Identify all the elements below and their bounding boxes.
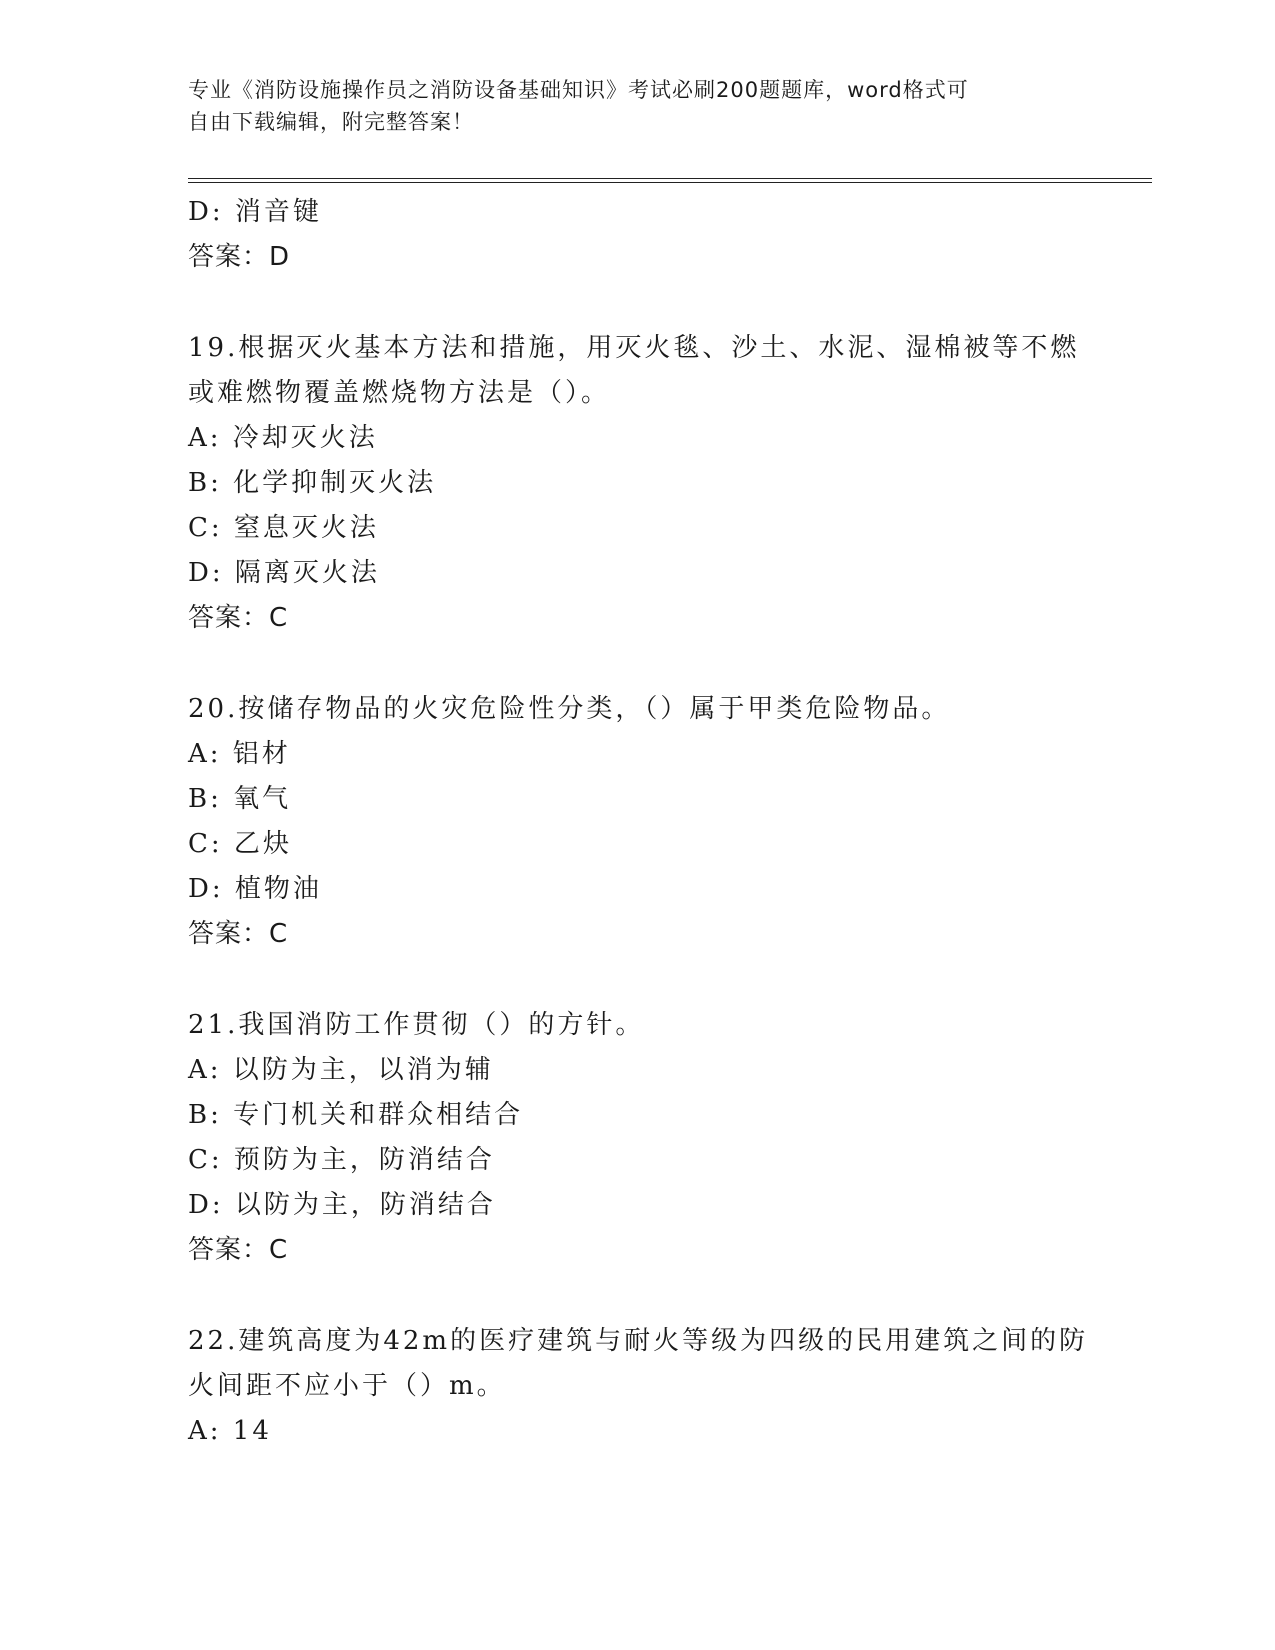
option-line: C: 预防为主，防消结合 [188,1145,495,1175]
answer-line: 答案：D [188,242,291,272]
header-divider-top [188,178,1152,179]
option-line: A: 铝材 [188,739,291,769]
question-block [188,326,1088,641]
answer-line: 答案：C [188,919,289,949]
answer-line: 答案：C [188,603,289,633]
option-line: C: 乙炔 [188,829,292,859]
question-text: 19.根据灭火基本方法和措施，用灭火毯、沙土、水泥、湿棉被等不燃 [188,333,1080,363]
option-line: D: 隔离灭火法 [188,558,380,588]
question-block [188,1319,1088,1454]
question-block [188,687,1088,957]
option-line: D: 以防为主，防消结合 [188,1190,496,1220]
option-line: C: 窒息灭火法 [188,513,379,543]
option-line: A: 14 [188,1416,272,1446]
question-text: 20.按储存物品的火灾危险性分类，（）属于甲类危险物品。 [188,694,951,724]
option-line: B: 氧气 [188,784,292,814]
question-text: 火间距不应小于（）m。 [188,1371,506,1401]
question-list [188,190,1088,1454]
question-text: 22.建筑高度为42m的医疗建筑与耐火等级为四级的民用建筑之间的防 [188,1326,1089,1356]
question-block [188,190,1088,280]
header-line-1: 专业《消防设施操作员之消防设备基础知识》考试必刷200题题库，word格式可 [188,78,969,102]
answer-line: 答案：C [188,1235,289,1265]
document-header [188,74,1088,138]
header-line-2: 自由下载编辑，附完整答案！ [188,110,474,134]
option-line: D: 消音键 [188,197,322,227]
option-line: A: 冷却灭火法 [188,423,378,453]
question-text: 21.我国消防工作贯彻（）的方针。 [188,1010,645,1040]
option-line: B: 化学抑制灭火法 [188,468,437,498]
option-line: A: 以防为主，以消为辅 [188,1055,494,1085]
question-block [188,1003,1088,1273]
option-line: B: 专门机关和群众相结合 [188,1100,524,1130]
option-line: D: 植物油 [188,874,322,904]
question-text: 或难燃物覆盖燃烧物方法是（）。 [188,378,611,408]
header-divider-bottom [188,182,1152,183]
